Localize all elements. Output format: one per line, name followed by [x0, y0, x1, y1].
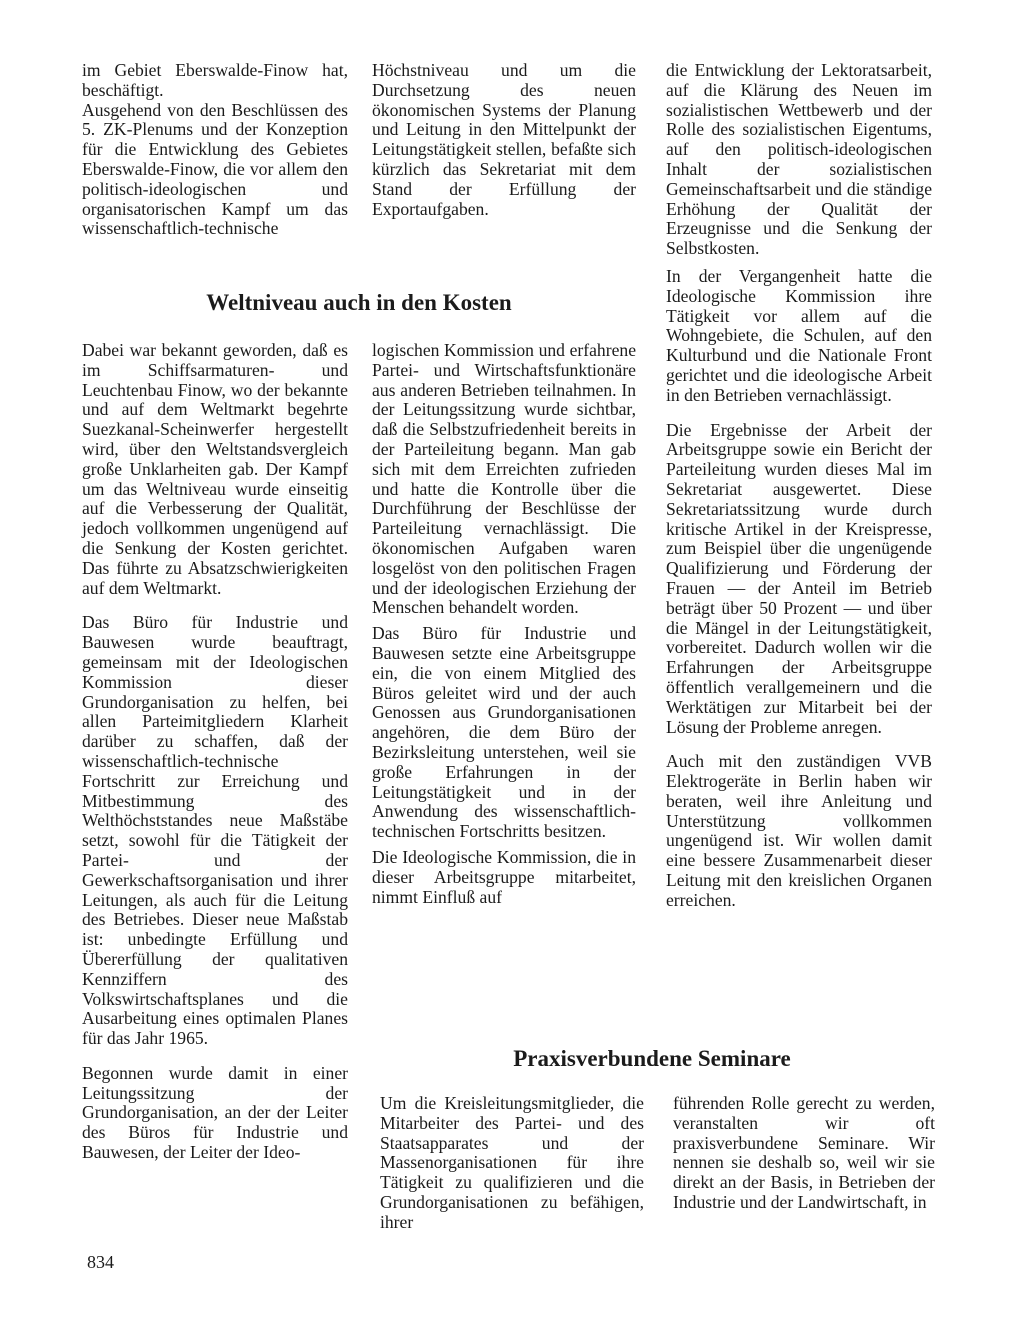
page-number: 834	[87, 1252, 114, 1272]
paragraph: Die Ergebnisse der Arbeit der Arbeitsgruppe sowie ein Bericht der Parteileitung wurden dieses Mal im Sekretariat ausgewertet. Diese Sekretariatssitzung wurde durch kritische Artikel in der Kreispresse, zum Beispiel über die ungenügende Qualifizierung und Förderung der Frauen — der Anteil im Betrieb beträgt über 50 Prozent — und über die Mängel in der Leitungstätigkeit, vorbereitet. Dadurch wollen wir die Erfahrungen der Arbeitsgruppe öffentlich verallgemeinern und die Werktätigen zur Mitarbeit bei der Lösung der Probleme anregen.	[666, 419, 932, 737]
section-1-column-2	[372, 341, 636, 907]
section-heading: Praxisverbundene Seminare	[513, 1046, 791, 1071]
section-heading: Weltniveau auch in den Kosten	[206, 290, 512, 315]
paragraph: im Gebiet Eberswalde-Finow hat, beschäftigt.	[82, 60, 348, 100]
paragraph: In der Vergangenheit hatte die Ideologische Kommission ihre Tätigkeit vor allem auf die Wohngebiete, die Schulen, auf den Kulturbund und die Nationale Front gerichtet und die ideologische Arbeit in den Betrieben vernachlässigt.	[666, 265, 932, 405]
section-1-column-3	[666, 61, 932, 911]
paragraph: Ausgehend von den Beschlüssen des 5. ZK-Plenums und der Konzeption für die Entwicklung des Gebietes Eberswalde-Finow, die vor allem den politisch-ideologischen und organisatorischen Kampf um das wissenschaftlich-technische	[82, 99, 348, 239]
section-2-column-3	[673, 1094, 935, 1213]
paragraph: Die Ideologische Kommission, die in dieser Arbeitsgruppe mitarbeitet, nimmt Einfluß auf	[372, 846, 636, 907]
section-1-column-1	[82, 341, 348, 1163]
paragraph: Begonnen wurde damit in einer Leitungssitzung der Grundorganisation, an der der Leiter des Büros für Industrie und Bauwesen, der Leiter der Ideo-	[82, 1062, 348, 1163]
section-2-column-2	[380, 1094, 644, 1233]
paragraph: Das Büro für Industrie und Bauwesen setzte eine Arbeitsgruppe ein, die von einem Mitglied des Büros geleitet wird und der auch Genossen aus Grundorganisationen angehören, die dem Büro der Bezirksleitung unterstehen, weil sie große Erfahrungen in der Leitungstätigkeit und in der Anwendung des wissenschaftlich-technischen Fortschritts besitzen.	[372, 623, 636, 842]
paragraph: Dabei war bekannt geworden, daß es im Schiffsarmaturen- und Leuchtenbau Finow, wo der bekannte und auf dem Weltmarkt begehrte Suezkanal-Scheinwerfer hergestellt wird, über den Weltstandsvergleich große Unklarheiten gab. Der Kampf um das Weltniveau wurde einseitig auf die Verbesserung der Qualität, jedoch vollkommen ungenügend auf die Senkung der Kosten gerichtet. Das führte zu Absatzschwierigkeiten auf dem Weltmarkt.	[82, 340, 348, 598]
paragraph: die Entwicklung der Lektoratsarbeit, auf die Klärung des Neuen im sozialistischen Wettbewerb und der Rolle des sozialistischen Eigentums, auf den politisch-ideologischen Inhalt der sozialistischen Gemeinschaftsarbeit und die ständige Erhöhung der Qualität der Erzeugnisse und die Senkung der Selbstkosten.	[666, 60, 932, 259]
paragraph: Auch mit den zuständigen VVB Elektrogeräte in Berlin haben wir beraten, weil ihre Anleitung und Unterstützung vollkommen ungenügend ist. Wir wollen damit eine bessere Zusammenarbeit dieser Leitung mit den kreislichen Organen erreichen.	[666, 751, 932, 910]
paragraph: logischen Kommission und erfahrene Partei- und Wirtschaftsfunktionäre aus anderen Betrieben teilnahmen. In der Leitungssitzung wurde sichtbar, daß die Selbstzufriedenheit bereits in der Parteileitung begann. Man gab sich mit dem Erreichten zufrieden und hatte die Kontrolle über die Durchführung der Beschlüsse der Parteileitung vernachlässigt. Die ökonomischen Aufgaben waren losgelöst von den politischen Fragen und der ideologischen Erziehung der Menschen behandelt worden.	[372, 340, 636, 618]
paragraph: Um die Kreisleitungsmitglieder, die Mitarbeiter des Partei- und des Staatsapparates und der Massenorganisationen für ihre Tätigkeit zu qualifizieren und die Grundorganisationen zu befähigen, ihrer	[380, 1093, 644, 1232]
intro-column-1	[82, 61, 348, 239]
paragraph: Höchstniveau und um die Durchsetzung des neuen ökonomischen Systems der Planung und Leitung in den Mittelpunkt der Leitungstätigkeit stellen, befaßte sich kürzlich das Sekretariat mit dem Stand der Erfüllung der Exportaufgaben.	[372, 60, 636, 219]
paragraph: Das Büro für Industrie und Bauwesen wurde beauftragt, gemeinsam mit der Ideologischen Kommission dieser Grundorganisation zu helfen, bei allen Parteimitgliedern Klarheit darüber zu schaffen, daß der wissenschaftlich-technische Fortschritt zur Erreichung und Mitbestimmung des Welthöchststandes neue Maßstäbe setzt, sowohl für die Tätigkeit der Partei- und der Gewerkschaftsorganisation und ihrer Leitungen, als auch für die Leitung des Betriebes. Dieser neue Maßstab ist: unbedingte Erfüllung und Übererfüllung der qualitativen Kennziffern des Volkswirtschaftsplanes und die Ausarbeitung eines optimalen Planes für das Jahr 1965.	[82, 612, 348, 1049]
intro-column-2	[372, 61, 636, 219]
paragraph: führenden Rolle gerecht zu werden, veranstalten wir oft praxisverbundene Seminare. Wir nennen sie deshalb so, weil wir sie direkt an der Basis, in Betrieben der Industrie und der Landwirtschaft, in	[673, 1093, 935, 1212]
